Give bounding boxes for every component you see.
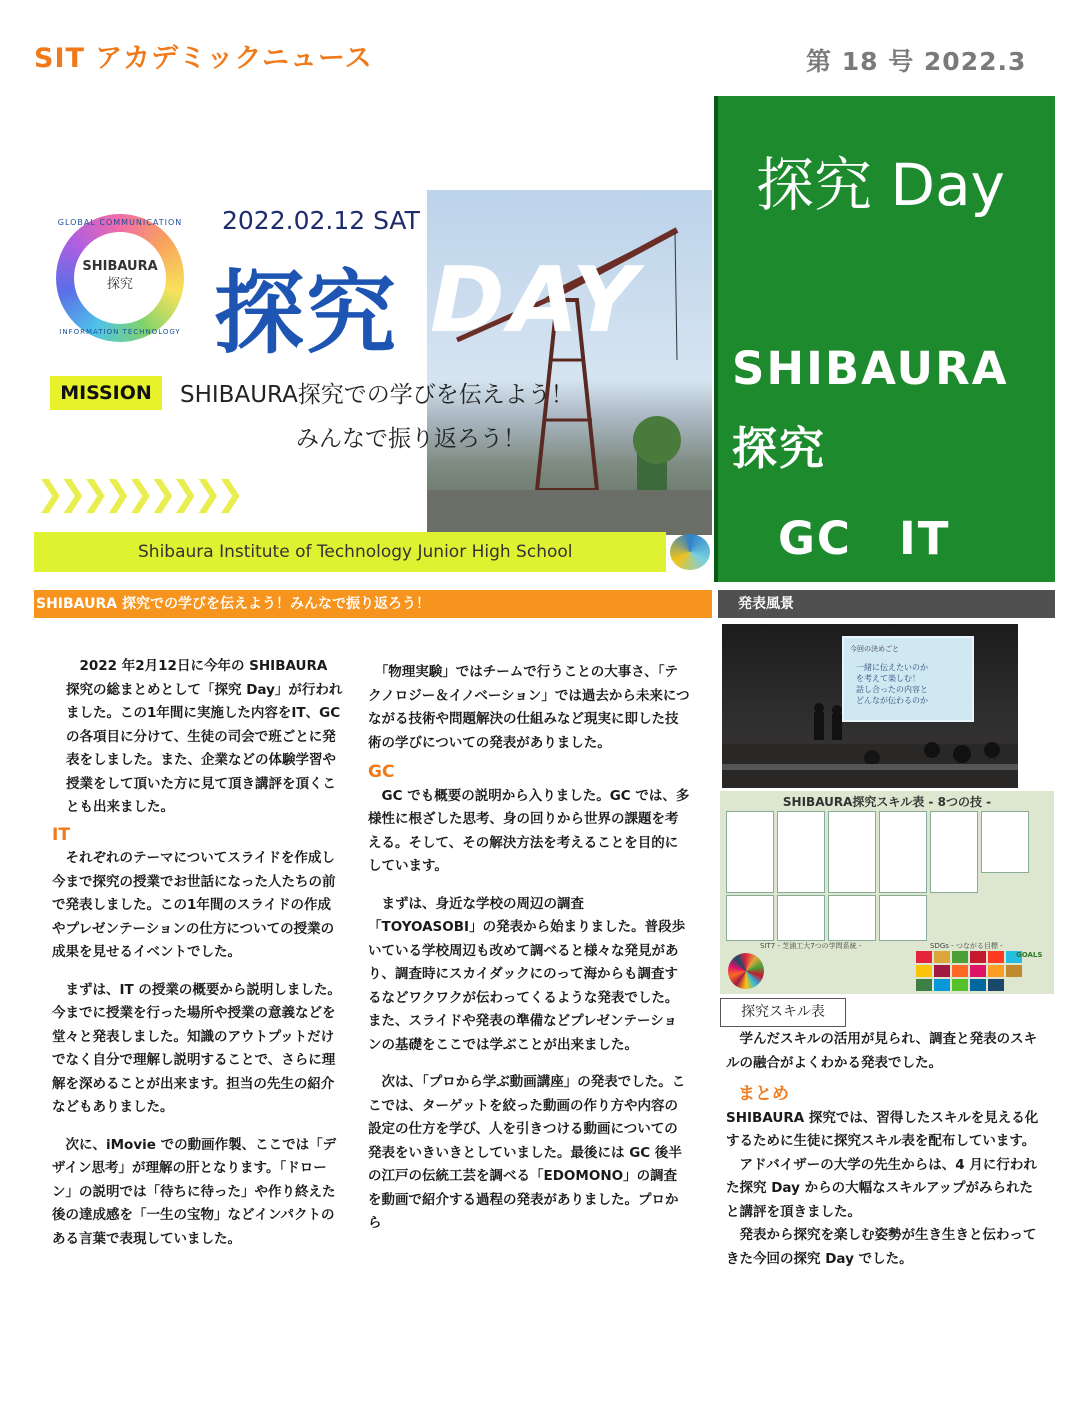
sit7-label: SIT7 - 芝浦工大7つの学問系統 - [760,942,862,950]
title-panel [714,96,1055,582]
skill-box [828,895,876,941]
logo-top-text: GLOBAL COMMUNICATION [57,218,183,227]
logo-sub-text: 探究 [106,277,133,292]
gc-paragraph-2: まずは、身近な学校の周辺の調査「TOYOASOBI」の発表から始まりました。普段歩いている学校周辺も改めて調べると様々な発見があり、調査時にスカイダックにのって海からも調査するなどワクワクが伝わってくるような発表でした。また、スライドや発表の準備などプレゼンテーションの基礎をここでは学ぶことが出来ました。 [368,895,686,1053]
newsletter-brand: SIT アカデミックニュース [34,43,373,74]
article-column-2 [368,661,690,1236]
skills-chart-image [720,791,1054,994]
it-heading: IT [52,824,70,845]
logo-main-text: SHIBAURA [82,259,158,274]
banner-title-day: DAY [430,248,642,353]
sdg-goal-square [988,951,1004,963]
it-paragraph-1: それぞれのテーマについてスライドを作成し今まで探究の授業でお世話になった人たちの前で発表しました。この1年間のスライドの作成やプレゼンテーションの仕方についての授業の成果を見せるイベントでした。 [52,850,336,960]
it-paragraph-2: まずは、IT の授業の概要から説明しました。今までに授業を行った場所や授業の意義などを堂々と発表しました。知識のアウトプットだけでなく自分で理解し説明することで、さらに理解を深めることが出来ます。担当の先生の紹介などもありました。 [52,981,341,1115]
summary-paragraph-1: SHIBAURA 探究では、習得したスキルを見える化するために生徒に探究スキル表を配布しています。 [726,1109,1039,1149]
skill-box [777,895,825,941]
skills-chart-caption: 探究スキル表 [720,998,846,1027]
sdgs-label: SDGs - つながる目標 - [930,942,1003,950]
gc-heading: GC [368,762,395,782]
sdg-goal-square [952,951,968,963]
article-column-3 [726,1028,1044,1271]
sdg-goal-square [916,965,932,977]
sdg-goal-square [988,965,1004,977]
slide-text: 一緒に伝えたいのか を考えて楽しむ！ 話し合ったの内容と どんなが伝わるのか [856,663,928,705]
sdg-goal-square [952,979,968,991]
chevron-decoration: ❯❯❯❯❯❯❯❯❯ [36,474,239,514]
mission-line-1: SHIBAURA探究での学びを伝えよう！ [180,382,574,408]
logo-center [74,232,166,324]
sdg-goal-square [916,951,932,963]
crane-illustration [427,190,712,535]
mission-line-2: みんなで振り返ろう！ [296,426,526,452]
school-name-bar: Shibaura Institute of Technology Junior High School [34,532,666,572]
summary-paragraph-3: 発表から探究を楽しむ姿勢が生き生きと伝わってきた今回の探究 Day でした。 [726,1227,1037,1267]
sdg-goal-square [934,965,950,977]
sdg-goal-square [934,951,950,963]
banner-title-kanji: 探究 [214,261,398,366]
panel-line-tankyu: 探究 [732,422,827,475]
summary-paragraph-2: アドバイザーの大学の先生からは、4 月に行われた探究 Day からの大幅なスキルアップがみられたと講評を頂きました。 [726,1156,1037,1220]
sdg-goal-square [916,979,932,991]
skill-box [930,811,978,893]
summary-heading: まとめ [738,1084,789,1104]
panel-title: 探究 Day [756,151,1005,219]
sdg-goal-square [988,979,1004,991]
hero-banner [34,190,712,574]
sdg-goal-square [952,965,968,977]
logo-bottom-text: INFORMATION TECHNOLOGY [59,328,181,336]
audience-silhouettes [722,624,1018,788]
sdg-goal-square [970,951,986,963]
mission-label: MISSION [50,376,162,410]
sdg-goal-square [970,979,986,991]
sdg-goal-square [1006,965,1022,977]
presentation-photo [722,624,1018,788]
goals-label: GOALS [1016,951,1043,959]
sdg-wheel-icon [728,953,764,989]
sdg-goal-square [934,979,950,991]
panel-line-gc-it: GC IT [778,512,951,565]
skill-box [828,811,876,893]
gc-paragraph-1: GC でも概要の説明から入りました。GC では、多様性に根ざした思考、身の回りから世界の課題を考える。そして、その解決方法を考えることを目的にしています。 [368,787,690,874]
continued-paragraph: 学んだスキルの活用が見られ、調査と発表のスキルの融合がよくわかる発表でした。 [726,1031,1038,1071]
slide-title: 今回の決めごと [850,645,899,653]
school-logo-icon [670,534,710,570]
skill-box [726,811,774,893]
sdg-goal-square [970,965,986,977]
skill-box [726,895,774,941]
skill-box [879,895,927,941]
gc-paragraph-3: 次は、「プロから学ぶ動画講座」の発表でした。ここでは、ターゲットを絞った動画の作り方や内容の設定の仕方を学び、人を引きつける動画についての発表をいきいきとしていました。最後には GC 後半の江戸の伝統工芸を調べる「EDOMONO」の調査を動画で紹介する過程の発表がありました。プロから [368,1074,686,1231]
skill-box [777,811,825,893]
skill-box [879,811,927,893]
photo-section-label: 発表風景 [718,590,1055,618]
skill-box [981,811,1029,873]
shibaura-tankyu-logo [56,214,184,342]
section-banner: SHIBAURA 探究での学びを伝えよう！みんなで振り返ろう！ [34,590,712,618]
issue-number: 第 18 号 2022.3 [806,47,1027,76]
skills-chart-title: SHIBAURA探究スキル表 - 8つの技 - [782,795,992,809]
panel-line-shibaura: SHIBAURA [732,342,1009,395]
it-paragraph-3: 次に、iMovie での動画作製、ここでは「デザイン思考」が理解の肝となります。「ドローン」の説明では「待ちに待った」や作り終えた後の達成感を「一生の宝物」などインパクトのある言葉で表現していました。 [52,1136,337,1247]
event-date: 2022.02.12 SAT [222,206,420,235]
intro-paragraph: 2022 年2月12日に今年の SHIBAURA 探究の総まとめとして「探究 Day」が行われました。この1年間に実施した内容をIT、GC の各項目に分けて、生徒の司会で班ごとに発表をしました。また、企業などの体験学習や授業をして頂いた方に見て頂き講評を頂くことも出来ました。 [66,658,343,815]
article-column-1 [52,655,344,1251]
crane-photo [427,190,712,535]
physics-paragraph: 「物理実験」ではチームで行うことの大事さ、「テクノロジー＆イノベーション」では過去から未来につながる技術や問題解決の仕組みなど現実に即した技術の学びについての発表がありました。 [368,664,690,751]
